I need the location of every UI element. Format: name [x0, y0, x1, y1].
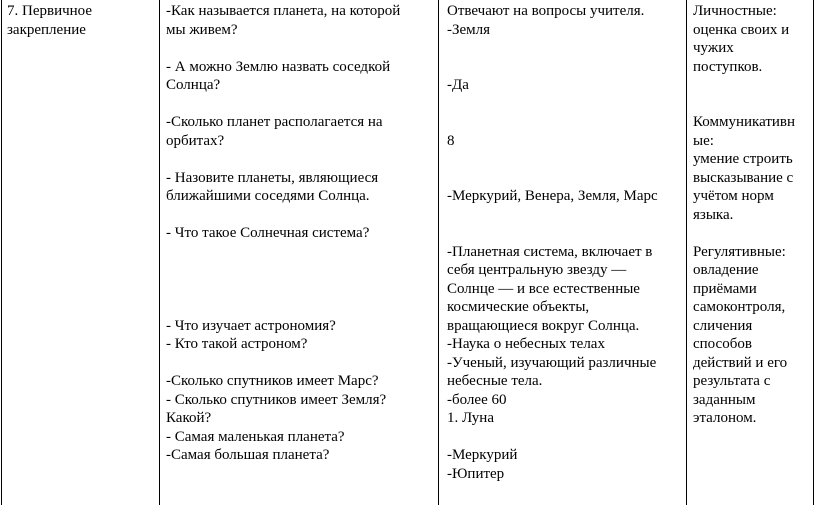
text-line: -Да — [447, 77, 469, 93]
text-line — [447, 39, 683, 58]
text-line: -Наука о небесных телах — [447, 336, 605, 352]
text-line — [447, 113, 683, 132]
text-line: - Самая маленькая планета? — [166, 428, 345, 445]
text-line: способов — [693, 336, 752, 352]
text-line: -Планетная система, включает в — [447, 243, 653, 260]
text-line — [693, 224, 811, 243]
text-line: языка. — [693, 206, 734, 223]
text-line — [166, 298, 434, 317]
text-line: - Кто такой астроном? — [166, 336, 308, 352]
text-line: небесные тела. — [447, 373, 543, 389]
cell-student-activity — [447, 2, 683, 483]
text-line: космические объекты, — [447, 299, 590, 315]
text-line — [447, 150, 683, 169]
text-line — [447, 95, 683, 114]
text-line: - Что изучает астрономия? — [166, 317, 336, 334]
text-line: оценка своих и — [693, 21, 790, 38]
text-line: орбитах? — [166, 132, 225, 149]
text-line — [166, 39, 434, 58]
text-line: -Сколько планет располагается на — [166, 114, 383, 130]
column-divider — [438, 0, 439, 505]
text-line: -Как называется планета, на которой — [166, 3, 401, 19]
text-line: поступков. — [693, 58, 763, 75]
text-line: 7. Первичное — [7, 3, 93, 19]
text-line: учётом норм — [693, 188, 774, 204]
text-line: -Самая большая планета? — [166, 447, 330, 463]
text-line — [447, 428, 683, 447]
text-line: - Сколько спутников имеет Земля? — [166, 391, 387, 408]
text-line: заданным — [693, 391, 756, 408]
text-line: Личностные: — [693, 3, 777, 19]
text-line: мы живем? — [166, 21, 238, 38]
text-line: Регулятивные: — [693, 243, 786, 260]
text-line: овладение — [693, 262, 759, 278]
text-line: -более 60 — [447, 391, 507, 408]
text-line: -Юпитер — [447, 465, 505, 482]
cell-learning-outcomes — [693, 2, 811, 428]
text-line: умение строить — [693, 151, 793, 167]
text-line — [166, 354, 434, 373]
text-line: Какой? — [166, 410, 212, 426]
text-line: себя центральную звезду — — [447, 262, 627, 278]
text-line: закрепление — [7, 21, 86, 38]
text-line — [166, 280, 434, 299]
text-line: ближайшими соседями Солнца. — [166, 188, 370, 204]
text-line: ые: — [693, 132, 714, 149]
text-line: результата с — [693, 373, 771, 389]
text-line — [447, 169, 683, 188]
text-line: самоконтроля, — [693, 299, 786, 315]
text-line: чужих — [693, 40, 734, 56]
text-line: сличения — [693, 317, 753, 334]
column-divider — [686, 0, 687, 505]
cell-teacher-activity — [166, 2, 434, 465]
text-line: высказывание с — [693, 169, 794, 186]
text-line: действий и его — [693, 354, 788, 371]
text-line: -Ученый, изучающий различные — [447, 354, 657, 371]
text-line: Солнце — и все естественные — [447, 280, 640, 297]
text-line — [693, 76, 811, 95]
text-line: -Меркурий, Венера, Земля, Марс — [447, 188, 658, 204]
text-line: вращающиеся вокруг Солнца. — [447, 317, 640, 334]
text-line: Солнца? — [166, 77, 221, 93]
text-line — [166, 261, 434, 280]
text-line — [166, 150, 434, 169]
text-line: приёмами — [693, 280, 757, 297]
column-divider — [159, 0, 160, 505]
lesson-table — [1, 0, 814, 505]
text-line: 1. Луна — [447, 410, 494, 426]
text-line: -Земля — [447, 21, 491, 38]
text-line — [166, 206, 434, 225]
text-line: эталоном. — [693, 410, 757, 426]
text-line: - Назовите планеты, являющиеся — [166, 169, 379, 186]
text-line: -Меркурий — [447, 447, 518, 463]
text-line: - А можно Землю назвать соседкой — [166, 58, 391, 75]
text-line — [447, 224, 683, 243]
text-line: Отвечают на вопросы учителя. — [447, 3, 645, 19]
text-line — [447, 206, 683, 225]
text-line — [166, 95, 434, 114]
text-line — [447, 58, 683, 77]
text-line: Коммуникативн — [693, 114, 796, 130]
text-line — [166, 243, 434, 262]
cell-stage — [7, 2, 157, 39]
text-line — [693, 95, 811, 114]
text-line: - Что такое Солнечная система? — [166, 225, 370, 241]
text-line: -Сколько спутников имеет Марс? — [166, 373, 379, 389]
text-line: 8 — [447, 132, 455, 149]
